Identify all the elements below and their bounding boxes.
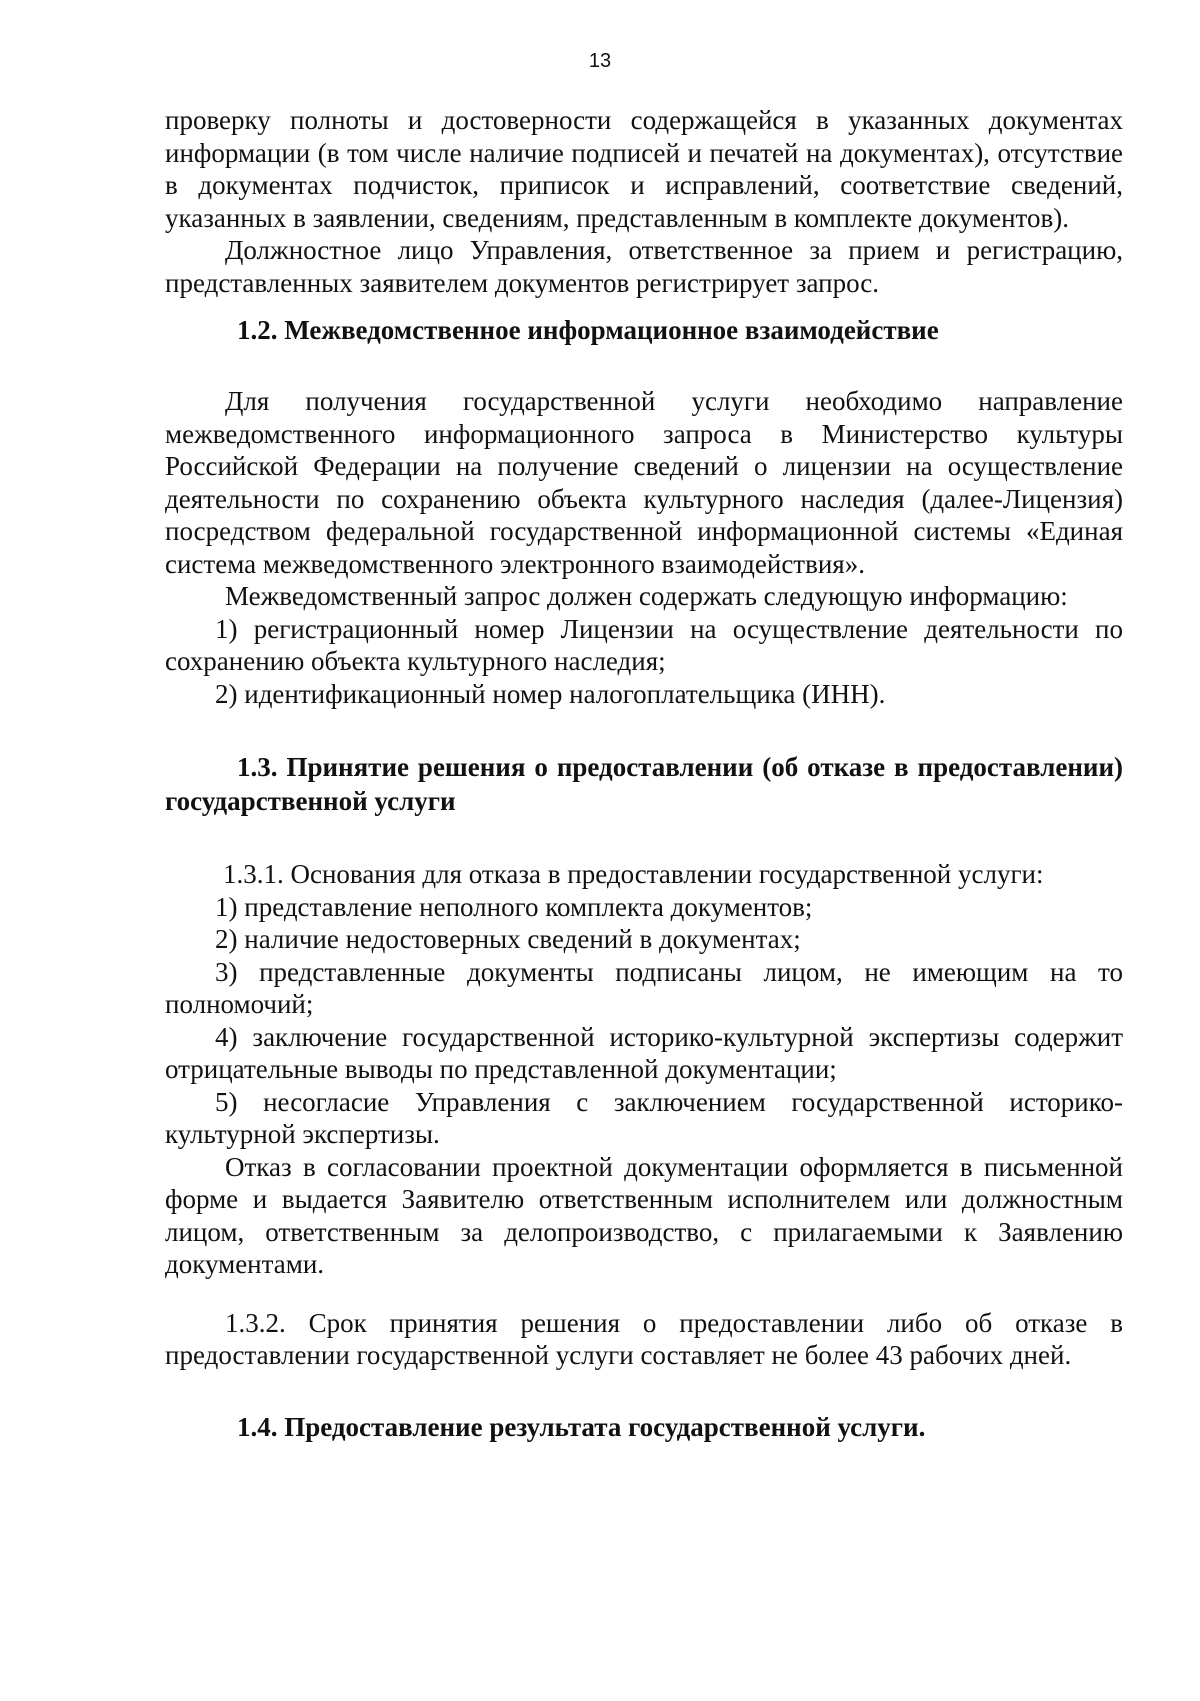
refusal-grounds-list (165, 891, 1123, 1151)
list-item: 5) несогласие Управления с заключением государственной историко-культурной экспертизы. (165, 1086, 1123, 1149)
section-heading-1-3: 1.3. Принятие решения о предоставлении (об отказе в предоставлении) государственной услуги (165, 752, 1123, 816)
section-1-3-1-heading: 1.3.1. Основания для отказа в предоставлении государственной услуги: (223, 859, 1044, 889)
section-1-3-2-paragraph: 1.3.2. Срок принятия решения о предоставлении либо об отказе в предоставлении государственной услуги составляет не более 43 рабочих дней. (165, 1307, 1123, 1370)
list-item: 4) заключение государственной историко-культурной экспертизы содержит отрицательные выводы по представленной документации; (165, 1021, 1123, 1084)
refusal-paragraph: Отказ в согласовании проектной документации оформляется в письменной форме и выдается Заявителю ответственным исполнителем или должностным лицом, ответственным за делопроизводство, с прилагаемыми к Заявлению документами. (165, 1151, 1123, 1279)
section-heading-1-4: 1.4. Предоставление результата государственной услуги. (237, 1411, 926, 1442)
intro-paragraph: проверку полноты и достоверности содержащейся в указанных документах информации (в том числе наличие подписей и печатей на документах), отсутствие в документах подчисток, приписок и исправлений, соответствие сведений, указанных в заявлении, сведениям, представленным в комплекте документов). (165, 105, 1123, 233)
section-1-2-list (165, 613, 1123, 711)
section-1-2-paragraph: Для получения государственной услуги необходимо направление межведомственного информационного запроса в Министерство культуры Российской Федерации на получение сведений о лицензии на осуществление деятельности по сохранению объекта культурного наследия (далее-Лицензия) посредством федеральной государственной информационной системы «Единая система межведомственного электронного взаимодействия». (165, 386, 1123, 579)
page-number: 13 (588, 50, 612, 72)
list-item: 1) регистрационный номер Лицензии на осуществление деятельности по сохранению объекта культурного наследия; (165, 613, 1123, 676)
list-item: 2) идентификационный номер налогоплательщика (ИНН). (215, 678, 886, 709)
registration-paragraph: Должностное лицо Управления, ответственное за прием и регистрацию, представленных заявителем документов регистрирует запрос. (165, 235, 1123, 298)
section-heading-1-2: 1.2. Межведомственное информационное взаимодействие (237, 315, 939, 345)
list-item: 1) представление неполного комплекта документов; (215, 891, 813, 922)
list-item: 2) наличие недостоверных сведений в документах; (215, 924, 801, 954)
list-item: 3) представленные документы подписаны лицом, не имеющим на то полномочий; (165, 956, 1123, 1019)
document-body (165, 104, 1123, 1444)
section-1-2-request-intro: Межведомственный запрос должен содержать следующую информацию: (225, 581, 1068, 611)
